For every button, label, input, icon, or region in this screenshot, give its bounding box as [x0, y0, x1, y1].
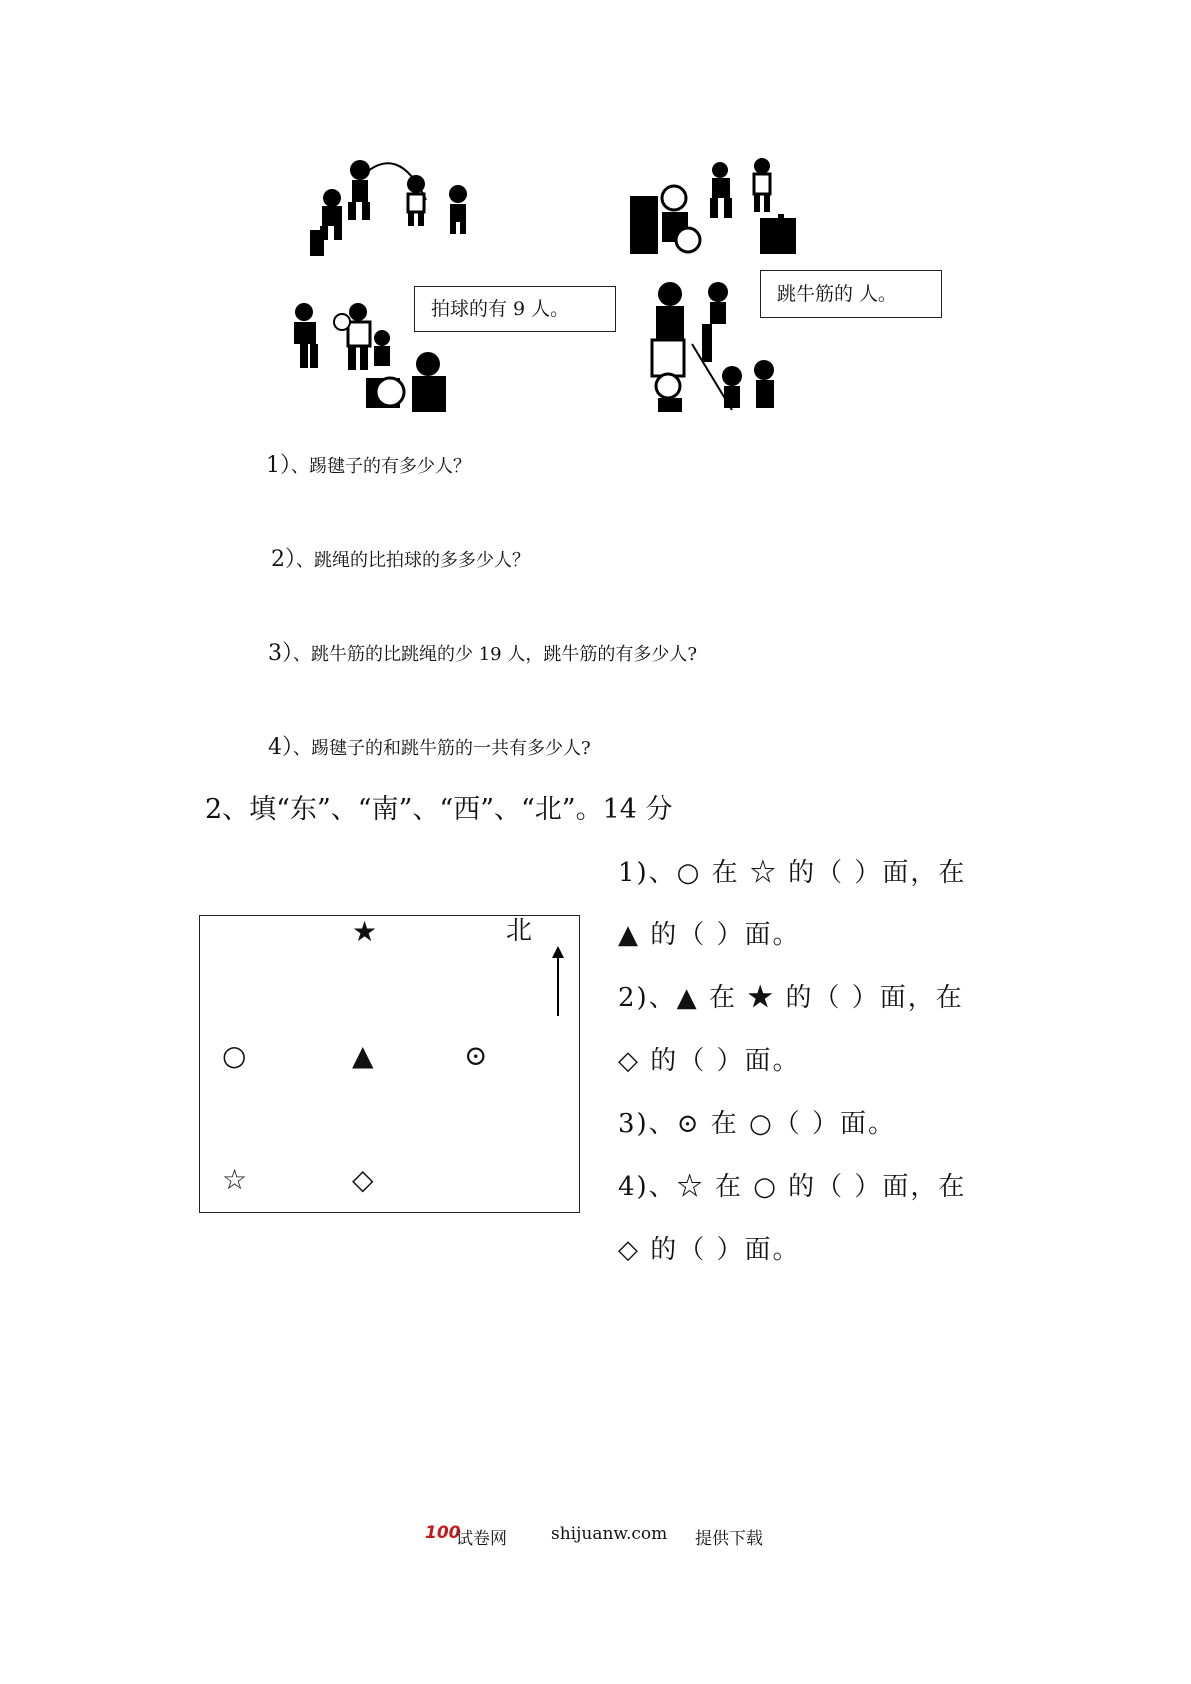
rubber-band-count-label: 跳牛筋的 人。	[760, 270, 942, 318]
question-number: 1）	[266, 453, 291, 478]
fill-line-7: ◇ 的（ ）面。	[618, 1235, 801, 1265]
section-2-title: 2、填“东”、“南”、“西”、“北”。14 分	[205, 794, 673, 825]
site-logo: 100	[425, 1523, 461, 1543]
triangle-symbol: ▲	[352, 1039, 374, 1072]
dot-circle-symbol: ⊙	[464, 1039, 488, 1072]
fill-line-2: ▲ 的（ ）面。	[618, 920, 801, 950]
white-star-symbol: ☆	[222, 1163, 248, 1196]
question-text: 、踢毽子的有多少人？	[291, 456, 471, 477]
shuttlecock-illustration	[630, 158, 810, 258]
footer-site-name: 试卷网	[456, 1529, 507, 1549]
question-4	[268, 730, 591, 761]
black-star-symbol: ★	[352, 915, 378, 948]
fill-line-6: 4)、☆ 在 ○ 的（ ）面，在	[618, 1172, 967, 1202]
fill-line-3: 2)、▲ 在 ★ 的（ ）面，在	[618, 983, 964, 1013]
question-text: 、踢毽子的和跳牛筋的一共有多少人?	[293, 738, 591, 759]
question-2	[271, 542, 530, 573]
circle-symbol: ○	[222, 1039, 247, 1072]
question-3	[268, 636, 697, 667]
ball-count-label: 拍球的有 9 人。	[414, 286, 616, 332]
jump-rope-illustration	[308, 148, 488, 260]
footer-domain[interactable]: shijuanw.com	[551, 1524, 668, 1544]
direction-map	[199, 915, 580, 1213]
question-number: 2）	[271, 547, 296, 572]
fill-line-4: ◇ 的（ ）面。	[618, 1046, 801, 1076]
fill-line-1: 1)、○ 在 ☆ 的（ ）面，在	[618, 858, 967, 888]
fill-line-5: 3)、⊙ 在 ○（ ）面。	[618, 1109, 896, 1139]
question-number: 3）	[268, 641, 293, 666]
question-number: 4）	[268, 735, 293, 760]
diamond-symbol: ◇	[352, 1163, 374, 1196]
question-1	[266, 448, 471, 479]
footer-tagline: 提供下载	[695, 1529, 763, 1549]
question-text: 、跳牛筋的比跳绳的少 19 人，跳牛筋的有多少人?	[293, 644, 697, 665]
question-text: 、跳绳的比拍球的多多少人？	[296, 550, 530, 571]
north-label: 北	[506, 916, 533, 946]
north-arrow-icon	[550, 946, 566, 1016]
